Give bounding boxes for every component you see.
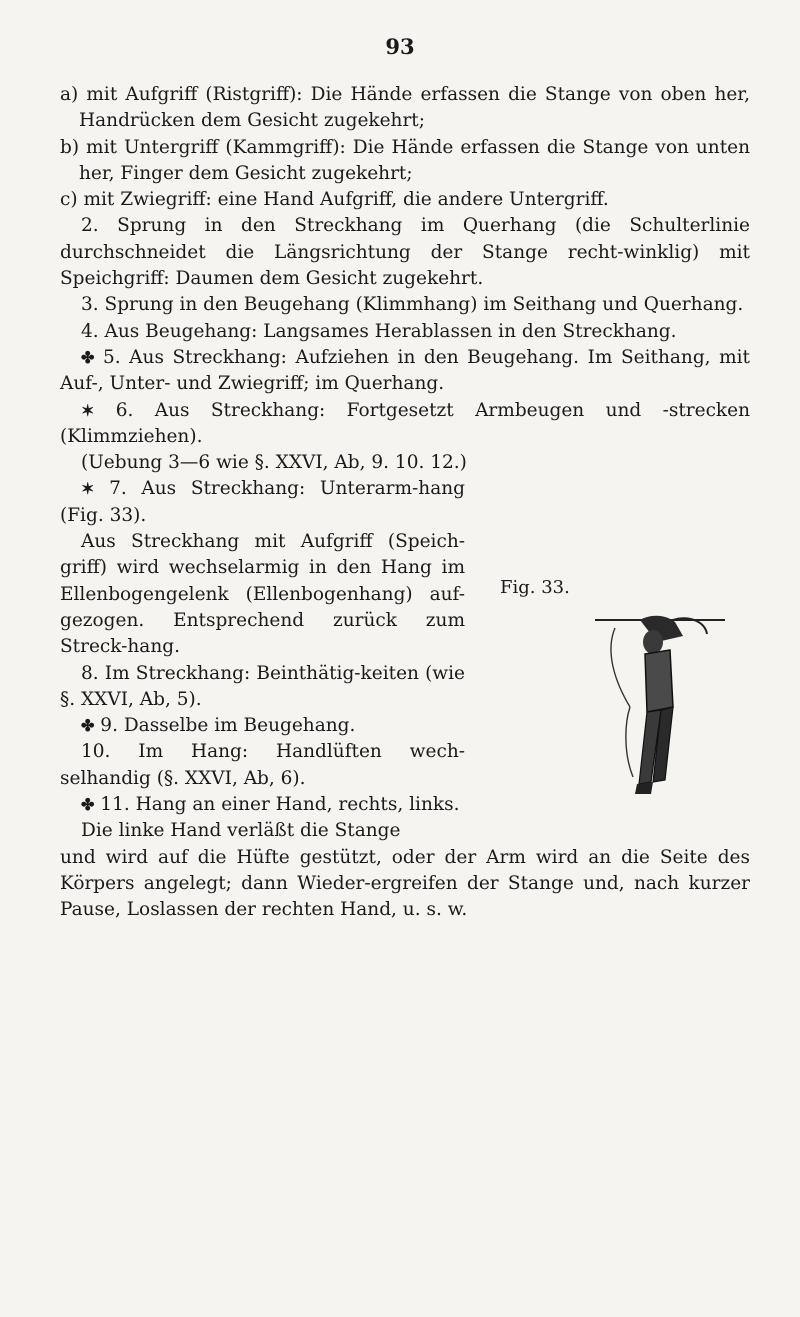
paragraph-5-text: 5. Aus Streckhang: Aufziehen in den Beugehang. Im Seithang, mit Auf-, Unter- und Zwiegriff; im Querhang. bbox=[60, 346, 750, 395]
paragraph-9 bbox=[60, 713, 465, 739]
figure-caption: Fig. 33. bbox=[500, 577, 570, 598]
paragraph-7-title bbox=[60, 476, 465, 529]
paragraph-11-text: 11. Hang an einer Hand, rechts, links. bbox=[100, 794, 460, 816]
paragraph-10: 10. Im Hang: Handlüften wech-selhandig (§. XXVI, Ab, 6). bbox=[60, 741, 465, 789]
paragraph-7-body: Aus Streckhang mit Aufgriff (Speich-griff) wird wechselarmig in den Hang im Ellenbogengelenk (Ellenbogenhang) auf-gezogen. Entsprechend zurück zum Streck-hang. bbox=[60, 531, 465, 658]
paragraph-c: c) mit Zwiegriff: eine Hand Aufgriff, die andere Untergriff. bbox=[60, 189, 609, 211]
gymnast-illustration bbox=[595, 612, 725, 802]
cross-mark-icon: ✤ bbox=[81, 347, 95, 367]
paragraph-6 bbox=[60, 398, 750, 451]
paragraph-7-title-text: 7. Aus Streckhang: Unterarm-hang (Fig. 33). bbox=[60, 478, 465, 526]
paragraph-3: 3. Sprung in den Beugehang (Klimmhang) im Seithang und Querhang. bbox=[81, 294, 744, 316]
torso bbox=[645, 650, 673, 712]
head bbox=[643, 630, 663, 654]
paragraph-11 bbox=[60, 792, 465, 818]
star-mark-icon: ✶ bbox=[81, 479, 95, 499]
paragraph-6-note: (Uebung 3—6 wie §. XXVI, Ab, 9. 10. 12.) bbox=[81, 452, 467, 474]
star-mark-icon: ✶ bbox=[81, 400, 95, 420]
paragraph-a: a) mit Aufgriff (Ristgriff): Die Hände erfassen die Stange von oben her, Handrücken dem Gesicht zugekehrt; bbox=[60, 84, 750, 132]
body-outline-left bbox=[611, 628, 630, 707]
body-outline-lower bbox=[626, 707, 633, 777]
paragraph-11-body-rest: und wird auf die Hüfte gestützt, oder der Arm wird an die Seite des Körpers angelegt; dann Wieder-ergreifen der Stange und, nach kurzer Pause, Loslassen der rechten Hand, u. s. w. bbox=[60, 846, 750, 921]
paragraph-9-text: 9. Dasselbe im Beugehang. bbox=[100, 715, 356, 737]
cross-mark-icon: ✤ bbox=[81, 795, 95, 815]
paragraph-2: 2. Sprung in den Streckhang im Querhang (die Schulterlinie durchschneidet die Längsrichtung der Stange recht-winklig) mit Speichgriff: Daumen dem Gesicht zugekehrt. bbox=[60, 215, 750, 290]
paragraph-5 bbox=[60, 345, 750, 398]
cross-mark-icon: ✤ bbox=[81, 716, 95, 736]
paragraph-8: 8. Im Streckhang: Beinthätig-keiten (wie §. XXVI, Ab, 5). bbox=[60, 662, 465, 710]
page-number: 93 bbox=[385, 34, 415, 59]
paragraph-4: 4. Aus Beugehang: Langsames Herablassen in den Streckhang. bbox=[81, 320, 677, 342]
paragraph-b: b) mit Untergriff (Kammgriff): Die Hände erfassen die Stange von unten her, Finger dem Gesicht zugekehrt; bbox=[60, 136, 750, 184]
feet bbox=[635, 782, 653, 794]
paragraph-11-body-start: Die linke Hand verläßt die Stange bbox=[81, 820, 401, 842]
figure-33 bbox=[595, 612, 725, 802]
paragraph-6-text: 6. Aus Streckhang: Fortgesetzt Armbeugen und -strecken (Klimmziehen). bbox=[60, 399, 750, 447]
